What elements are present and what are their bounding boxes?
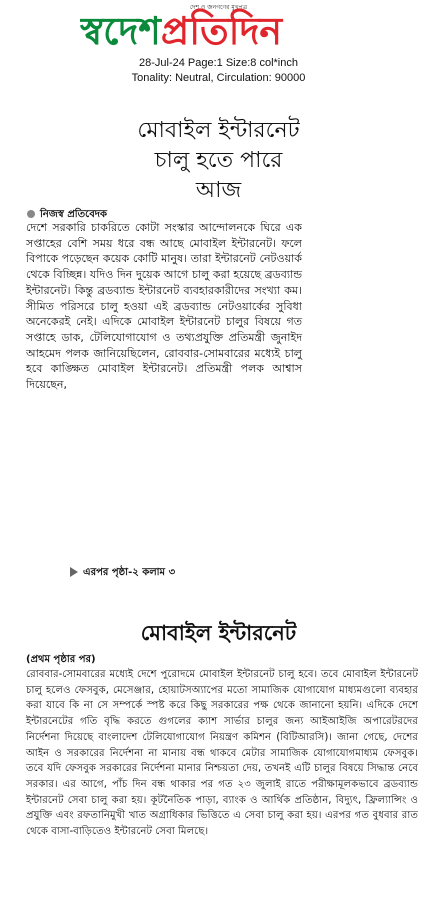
masthead — [0, 0, 437, 100]
article1-headline-line1: মোবাইল ইন্টারনেট — [137, 118, 300, 143]
article1-headline — [0, 116, 437, 206]
article2-body: রোববার-সোমবারের মধ্যেই দেশে পুরোদমে মোবাইল ইন্টারনেট চালু হবে। তবে মোবাইল ইন্টারনেট চালু হলেও ফেসবুক, মেসেঞ্জার, হোয়াটসঅ্যাপের মতো সামাজিক যোগাযোগ মাধ্যমগুলো ব্যবহার করা যাবে কি না সে সম্পর্কে স্পষ্ট করে কিছু সরকারের পক্ষ থেকে জানানো হয়নি। এদিকে দেশে ইন্টারনেটের গতি বৃদ্ধি করতে গুগলের ক্যাশ সার্ভার চালুর জন্য আইআইজি অপারেটরদের নির্দেশনা দিয়েছে বাংলাদেশ টেলিযোগাযোগ নিয়ন্ত্রণ কমিশন (বিটিআরসি)। জানা গেছে, দেশের আইন ও সরকারের নির্দেশনা না মানায় বন্ধ থাকবে মেটার সামাজিক যোগাযোগমাধ্যম ফেসবুক। তবে যদি ফেসবুক সরকারের নির্দেশনা মানার নিশ্চয়তা দেয়, তখনই এটি চালুর বিষয়ে সিদ্ধান্ত নেবে সরকার। এর আগে, পাঁচ দিন বন্ধ থাকার পর গত ২৩ জুলাই রাতে পরীক্ষামূলকভাবে ব্রডব্যান্ড ইন্টারনেট সেবা চালু করা হয়। কূটনৈতিক পাড়া, ব্যাংক ও আর্থিক প্রতিষ্ঠান, বিদ্যুৎ, ফ্রিল্যান্সিং ও প্রযুক্তি এবং রফতানিমুখী খাত অগ্রাধিকার ভিত্তিতে এ সেবা চালু করা হয়। এরপর গত বুধবার রাত থেকে বাসা-বাড়িতেও ইন্টারনেট সেবা মিলছে। — [26, 669, 418, 838]
continuation-text: এরপর পৃষ্ঠা-২ কলাম ৩ — [83, 567, 176, 578]
article1-headline-line3: আজ — [195, 178, 242, 203]
article1-headline-line2: চালু হতে পারে — [154, 148, 283, 173]
arrow-right-icon — [70, 567, 78, 577]
logo-part-1: স্বদেশ — [80, 9, 161, 53]
article2-continued-label: (প্রথম পৃষ্ঠার পর) — [26, 654, 96, 665]
logo-part-2: প্রতিদিন — [160, 9, 283, 53]
article1-body: দেশে সরকারি চাকরিতে কোটা সংস্কার আন্দোলনকে ঘিরে এক সপ্তাহের বেশি সময় ধরে বন্ধ আছে মোবাইল ইন্টারনেট। ফলে বিপাকে পড়েছেন কয়েক কোটি মানুষ। তারা ইন্টারনেট নেটওয়ার্ক থেকে বিচ্ছিন্ন। যদিও দিন দুয়েক আগে চালু করা হয়েছে ব্রডব্যান্ড ইন্টারনেট। কিন্তু ব্রডব্যান্ড ইন্টারনেট ব্যবহারকারীদের সংখ্যা কম। সীমিত পরিসরে চালু হওয়া এই ব্রডব্যান্ড নেটওয়ার্কের সুবিধা অনেকেরই নেই। এদিকে মোবাইল ইন্টারনেট চালুর বিষয়ে গত সপ্তাহে ডাক, টেলিযোগাযোগ ও তথ্যপ্রযুক্তি প্রতিমন্ত্রী জুনাইদ আহমেদ পলক জানিয়েছিলেন, রোববার-সোমবারের মধ্যেই চালু হবে কাঙ্ক্ষিত মোবাইল ইন্টারনেট। প্রতিমন্ত্রী পলক আশ্বাস দিয়েছেন, — [26, 221, 302, 392]
article1-continuation — [70, 565, 175, 582]
byline-text: নিজস্ব প্রতিবেদক — [40, 209, 108, 220]
article2-headline: মোবাইল ইন্টারনেট — [140, 621, 297, 645]
clipping-meta-date: 28-Jul-24 Page:1 Size:8 col*inch — [139, 57, 298, 69]
newspaper-logo — [80, 7, 370, 55]
bullet-icon — [27, 210, 35, 218]
clipping-meta-tonality: Tonality: Neutral, Circulation: 90000 — [131, 72, 306, 84]
masthead-tagline: দেশ ও জনগণের মুখপত্র — [189, 4, 248, 11]
